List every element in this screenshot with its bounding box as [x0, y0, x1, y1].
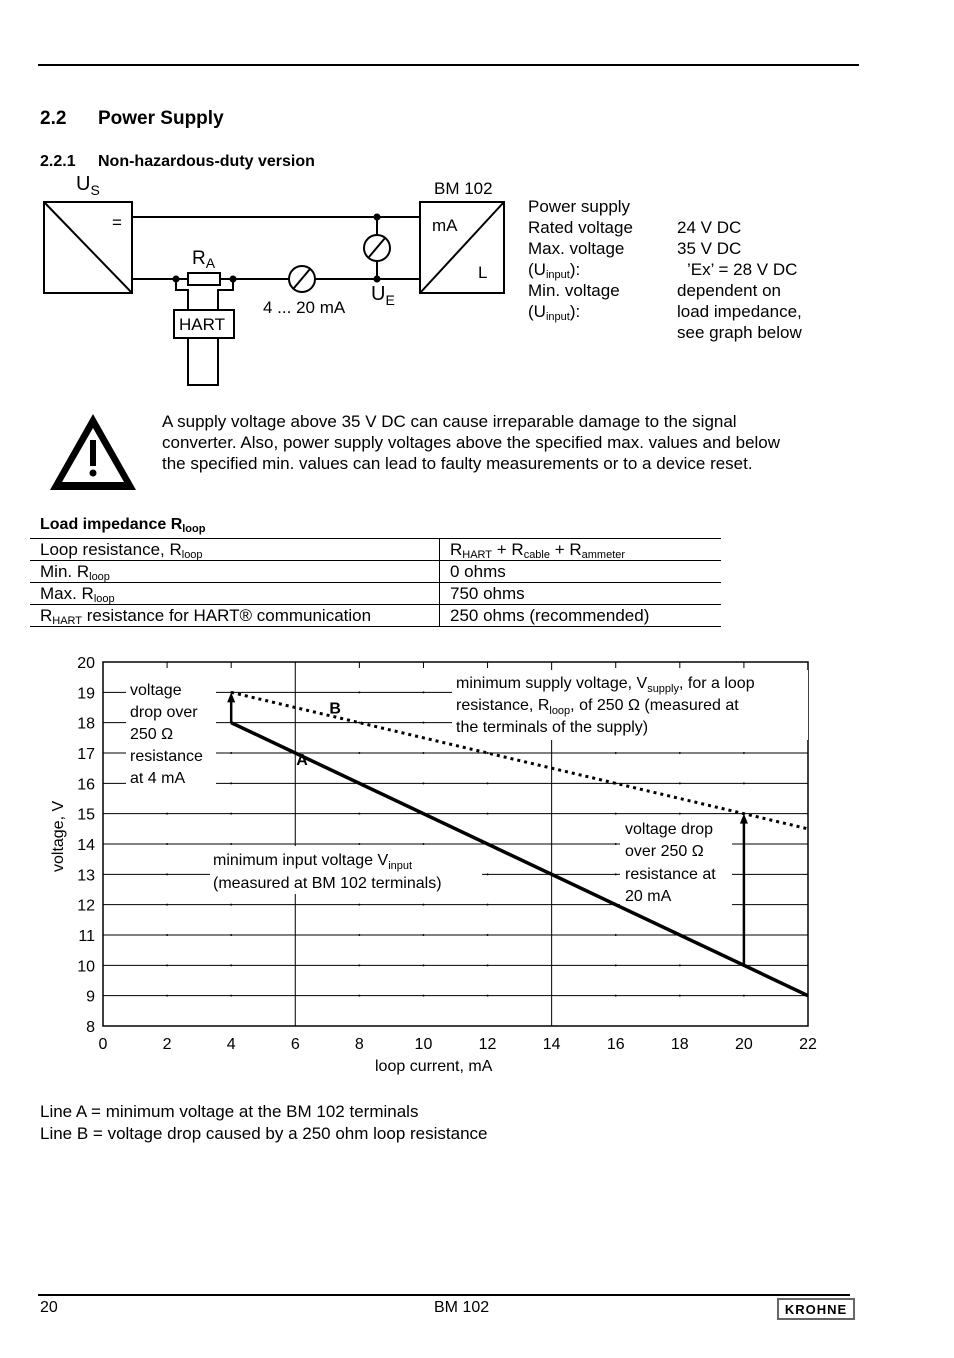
page-number: 20	[40, 1299, 58, 1316]
left-note-line: 250 Ω	[130, 726, 174, 743]
subsection-heading	[40, 153, 315, 171]
current-label: 4 ... 20 mA	[263, 298, 346, 317]
specs-row-max	[528, 238, 802, 259]
grid-dot	[615, 934, 617, 936]
specs-row-min2	[528, 301, 802, 322]
grid-dot	[230, 813, 232, 815]
grid-dot	[679, 995, 681, 997]
grid-dot	[422, 843, 424, 845]
y-tick-label: 8	[86, 1019, 95, 1036]
specs-row-ex	[528, 259, 802, 280]
table-row	[30, 605, 721, 627]
ue-node-top	[374, 214, 381, 221]
x-tick-label: 16	[606, 1036, 625, 1053]
warning-line-3: the specified min. values can lead to faulty measurements or to a device reset.	[162, 454, 753, 473]
left-note-line: resistance	[130, 748, 203, 765]
grid-dot	[422, 934, 424, 936]
grid-dot	[166, 964, 168, 966]
grid-dot	[166, 873, 168, 875]
y-tick-label: 18	[77, 715, 95, 733]
ue-node-bottom	[374, 276, 381, 283]
right-note	[620, 816, 732, 906]
grid-dot	[230, 964, 232, 966]
right-note-line: voltage drop	[625, 821, 714, 838]
grid-dot	[422, 691, 424, 693]
y-tick-label: 20	[77, 655, 95, 672]
top-note-line-2: resistance, $R_{loop}$, of 250 Ω (measured at	[456, 697, 739, 717]
left-note-line: drop over	[130, 704, 198, 721]
top-note-line-1: minimum supply voltage, $V_{supply}$, for a loop	[456, 675, 755, 695]
grid-dot	[358, 722, 360, 724]
circuit-diagram	[38, 170, 518, 392]
grid-dot	[166, 813, 168, 815]
specs-row-min3	[528, 322, 802, 343]
uinput-label-2: $(U_{input})$:	[528, 302, 581, 323]
uinput-label-1: $(U_{input})$:	[528, 260, 581, 281]
grid-dot	[358, 752, 360, 754]
grid-dot	[615, 813, 617, 815]
grid-dot	[230, 995, 232, 997]
grid-dot	[166, 843, 168, 845]
x-tick-label: 2	[162, 1036, 172, 1053]
x-tick-label: 12	[478, 1036, 497, 1053]
section-number: 2.2	[40, 108, 67, 129]
legend-line-a: Line A = minimum voltage at the BM 102 terminals	[40, 1102, 419, 1121]
grid-dot	[487, 813, 489, 815]
grid-dot	[679, 964, 681, 966]
table-cell: Min. $R_{loop}$	[30, 561, 440, 583]
legend-line-b: Line B = voltage drop caused by a 250 ohm loop resistance	[40, 1124, 488, 1143]
x-tick-label: 18	[670, 1036, 689, 1053]
grid-dot	[487, 782, 489, 784]
y-tick-label: 10	[77, 958, 95, 976]
left-note	[126, 678, 216, 790]
grid-dot	[358, 964, 360, 966]
x-tick-label: 20	[735, 1036, 753, 1053]
top-note-line-3: the terminals of the supply)	[456, 719, 649, 736]
warning-text	[162, 411, 780, 474]
impedance-title: Load impedance $R_{loop}$	[40, 516, 206, 535]
grid-dot	[358, 691, 360, 693]
grid-dot	[679, 813, 681, 815]
y-tick-label: 11	[78, 928, 95, 945]
grid-dot	[230, 782, 232, 784]
footer-doc: BM 102	[434, 1299, 490, 1316]
chart-legend	[40, 1101, 488, 1145]
grid-dot	[615, 964, 617, 966]
grid-dot	[422, 904, 424, 906]
top-note	[452, 670, 808, 740]
grid-dot	[487, 995, 489, 997]
x-axis-label: loop current, mA	[375, 1058, 493, 1075]
grid-dot	[487, 904, 489, 906]
x-tick-label: 22	[799, 1036, 817, 1053]
x-tick-label: 14	[542, 1036, 561, 1053]
right-note-line: resistance at	[625, 866, 716, 883]
table-cell: $R_{HART}$ resistance for HART® communication	[30, 605, 440, 627]
grid-dot	[230, 752, 232, 754]
y-tick-label: 15	[77, 806, 95, 824]
grid-dot	[679, 752, 681, 754]
grid-dot	[422, 782, 424, 784]
power-supply-specs	[528, 196, 802, 343]
grid-dot	[743, 752, 745, 754]
y-tick-label: 19	[77, 685, 95, 703]
y-tick-label: 9	[86, 988, 95, 1006]
table-cell: Max. $R_{loop}$	[30, 583, 440, 605]
x-tick-label: 4	[226, 1036, 236, 1053]
footer-rule	[38, 1294, 850, 1296]
voltage-current-chart	[40, 650, 830, 1080]
grid-dot	[358, 934, 360, 936]
warning-line-2: converter. Also, power supply voltages above the specified max. values and below	[162, 433, 781, 452]
bm102-label: BM 102	[434, 179, 493, 198]
grid-dot	[487, 873, 489, 875]
table-cell: $R_{HART} + R_{cable} + R_{ammeter}$	[440, 539, 722, 561]
right-note-line: over 250 Ω	[625, 843, 704, 860]
supply-eq-sign: =	[112, 213, 122, 232]
series-label-b: B	[329, 700, 341, 718]
drop-arrow-head	[227, 692, 235, 702]
grid-dot	[615, 995, 617, 997]
ue-label: $U_E$	[371, 283, 395, 308]
us-label: $U_S$	[76, 173, 100, 198]
right-note-line: 20 mA	[625, 888, 672, 905]
table-cell: 0 ohms	[440, 561, 722, 583]
y-tick-label: 16	[77, 776, 95, 794]
section-heading	[40, 108, 224, 130]
left-note-line: at 4 mA	[130, 770, 186, 787]
section-title: Power Supply	[98, 108, 224, 129]
grid-dot	[615, 873, 617, 875]
x-tick-label: 8	[354, 1036, 364, 1053]
hart-label: HART	[179, 315, 225, 334]
subsection-title: Non-hazardous-duty version	[98, 153, 315, 170]
grid-dot	[487, 934, 489, 936]
series-label-a: A	[296, 752, 308, 770]
ma-label: mA	[432, 216, 458, 235]
table-row	[30, 561, 721, 583]
y-tick-label: 12	[77, 897, 95, 915]
grid-dot	[166, 995, 168, 997]
min-label: Min. voltage	[528, 281, 620, 300]
rated-value: 24 V DC	[677, 218, 742, 237]
grid-dot	[358, 904, 360, 906]
ra-label: $R_A$	[192, 248, 216, 271]
max-label: Max. voltage	[528, 239, 625, 258]
max-value: 35 V DC	[677, 239, 742, 258]
y-tick-label: 13	[77, 867, 95, 885]
grid-dot	[615, 752, 617, 754]
x-tick-label: 6	[290, 1036, 300, 1053]
x-tick-label: 10	[414, 1036, 433, 1053]
min-value-3: see graph below	[677, 323, 802, 342]
krohne-logo: KROHNE	[777, 1298, 855, 1320]
grid-dot	[422, 995, 424, 997]
resistor-ra	[188, 273, 220, 285]
table-cell: 750 ohms	[440, 583, 722, 605]
specs-row-rated	[528, 217, 802, 238]
l-label: L	[478, 263, 488, 282]
table-cell: 250 ohms (recommended)	[440, 605, 722, 627]
grid-dot	[422, 752, 424, 754]
mid-note-line-1: minimum input voltage $V_{input}$	[213, 852, 413, 872]
min-value-1: dependent on	[677, 281, 781, 300]
specs-title: Power supply	[528, 197, 631, 216]
mid-note	[210, 846, 482, 894]
ex-value: ’Ex’ = 28 V DC	[687, 260, 798, 279]
header-rule	[38, 64, 859, 66]
table-cell: Loop resistance, $R_{loop}$	[30, 539, 440, 561]
grid-dot	[230, 904, 232, 906]
table-row	[30, 539, 721, 561]
warning-icon	[46, 410, 140, 494]
y-axis-label: voltage, V	[50, 800, 67, 872]
grid-dot	[358, 843, 360, 845]
specs-row-min	[528, 280, 802, 301]
impedance-table	[30, 538, 721, 627]
warning-line-1: A supply voltage above 35 V DC can cause irreparable damage to the signal	[162, 412, 737, 431]
x-tick-label: 0	[98, 1036, 108, 1053]
y-tick-label: 14	[77, 837, 95, 854]
table-row	[30, 583, 721, 605]
grid-dot	[166, 934, 168, 936]
grid-dot	[422, 964, 424, 966]
grid-dot	[358, 995, 360, 997]
hart-body	[188, 338, 218, 385]
grid-dot	[487, 752, 489, 754]
mid-note-line-2: (measured at BM 102 terminals)	[213, 875, 442, 892]
grid-dot	[422, 722, 424, 724]
grid-dot	[166, 904, 168, 906]
subsection-number: 2.2.1	[40, 153, 76, 170]
grid-dot	[679, 782, 681, 784]
drop-arrow-head	[740, 814, 748, 824]
grid-dot	[358, 813, 360, 815]
y-tick-label: 17	[77, 746, 95, 763]
grid-dot	[230, 934, 232, 936]
grid-dot	[487, 964, 489, 966]
hart-wire-left	[176, 279, 188, 310]
grid-dot	[743, 995, 745, 997]
min-value-2: load impedance,	[677, 302, 802, 321]
left-note-line: voltage	[130, 682, 182, 699]
grid-dot	[230, 843, 232, 845]
rated-label: Rated voltage	[528, 218, 633, 237]
grid-dot	[615, 843, 617, 845]
grid-dot	[743, 782, 745, 784]
